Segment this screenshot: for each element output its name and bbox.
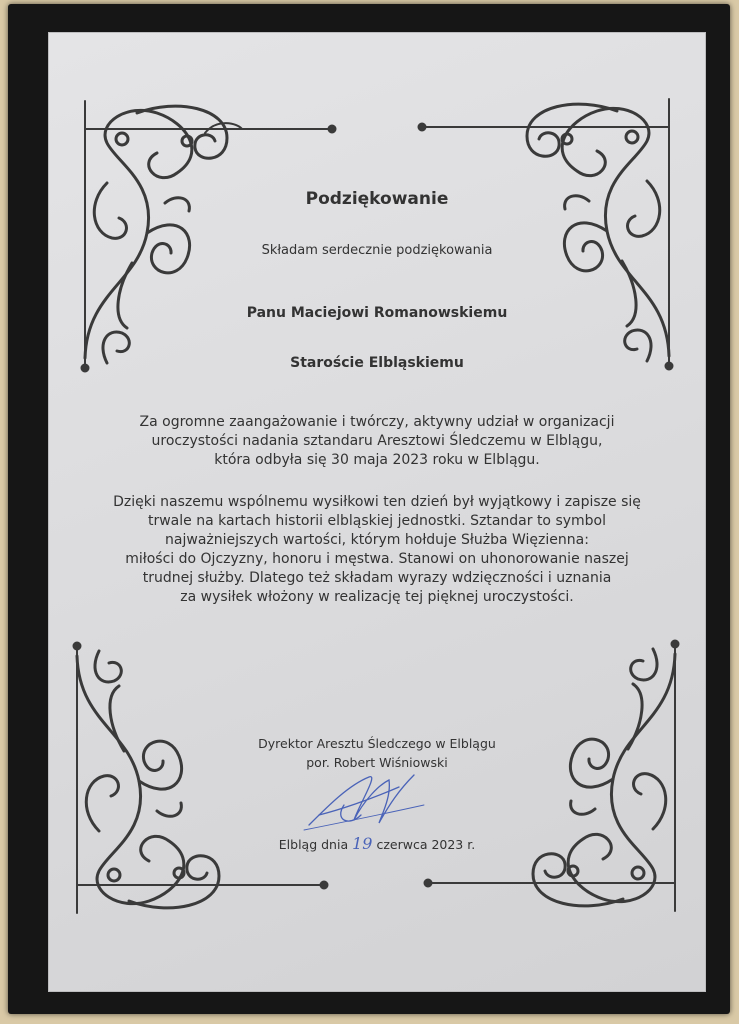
date-line — [49, 834, 705, 853]
paragraph-2-line: trwale na kartach historii elbląskiej jednostki. Sztandar to symbol — [147, 513, 607, 529]
picture-frame — [8, 4, 730, 1014]
document-subtitle: Składam serdecznie podziękowania — [261, 243, 493, 258]
paragraph-1-line: która odbyła się 30 maja 2023 roku w Elblągu. — [214, 452, 540, 468]
paragraph-2-line: za wysiłek włożony w realizację tej pięknej uroczystości. — [180, 589, 574, 605]
date-day-handwritten: 19 — [352, 834, 373, 853]
paragraph-2-line: Dzięki naszemu wspólnemu wysiłkowi ten dzień był wyjątkowy i zapisze się — [113, 494, 641, 510]
corner-ornament-bottom-right — [423, 639, 683, 919]
corner-ornament-bottom-left — [69, 641, 329, 921]
corner-ornament-top-right — [417, 91, 677, 371]
paragraph-2-line: miłości do Ojczyzny, honoru i męstwa. Stanowi on uhonorowanie naszej — [125, 551, 629, 567]
date-suffix: czerwca 2023 r. — [376, 837, 476, 852]
recipient-name: Panu Maciejowi Romanowskiemu — [246, 305, 508, 321]
document-title: Podziękowanie — [305, 189, 449, 209]
paragraph-2 — [49, 493, 705, 607]
paragraph-1-line: Za ogromne zaangażowanie i twórczy, aktywny udział w organizacji — [139, 414, 615, 430]
handwritten-signature — [299, 765, 429, 835]
paragraph-1-line: uroczystości nadania sztandaru Aresztowi Śledczemu w Elblągu, — [151, 433, 603, 449]
corner-ornament-top-left — [77, 93, 337, 373]
date-prefix: Elbląg dnia — [278, 837, 349, 852]
signatory-title: Dyrektor Aresztu Śledczego w Elblągu — [258, 736, 496, 751]
paragraph-2-line: najważniejszych wartości, którym hołduje Służba Więzienna: — [165, 532, 589, 548]
paragraph-2-line: trudnej służby. Dlatego też składam wyrazy wdzięczności i uznania — [142, 570, 612, 586]
signatory-name: por. Robert Wiśniowski — [306, 755, 448, 770]
certificate-paper — [48, 32, 706, 992]
paragraph-1 — [49, 413, 705, 470]
recipient-role: Staroście Elbląskiemu — [290, 355, 464, 371]
